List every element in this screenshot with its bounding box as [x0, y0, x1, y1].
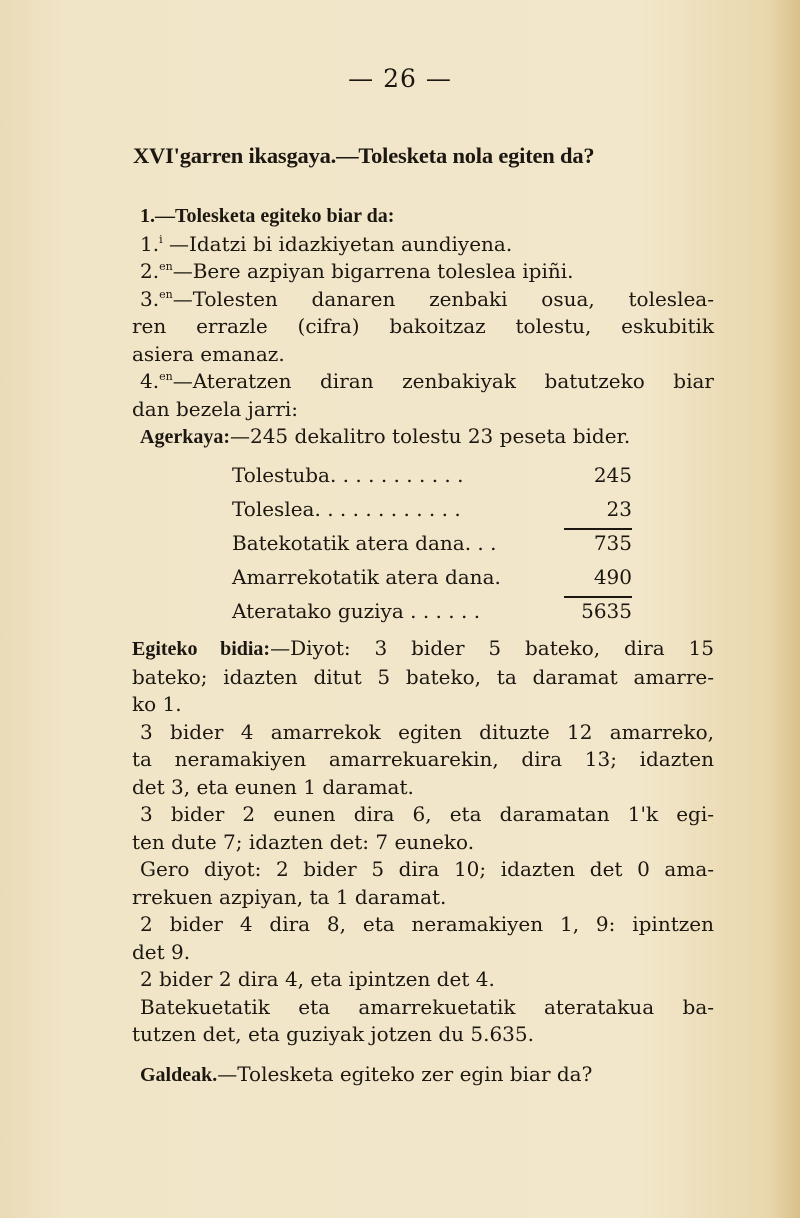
- table-row: Ateratako guziya . . . . . . 5635: [232, 599, 632, 623]
- multiplication-table: [232, 463, 632, 633]
- section-title: 1.—Tolesketa egiteko biar da:: [140, 205, 395, 227]
- table-row: Batekotatik atera dana. . . 735: [232, 531, 632, 555]
- question-line: [132, 1061, 714, 1090]
- table-row: Amarrekotatik atera dana. 490: [232, 565, 632, 599]
- step-1: 1.$^i$ —Idatzi bi idazkiyetan aundiyena.: [140, 231, 513, 256]
- explanation-line: ta neramakiyen amarrekuarekin, dira 13; idazten: [132, 747, 714, 771]
- lesson-heading: XVI'garren ikasgaya.—Tolesketa nola egiten da?: [133, 143, 595, 168]
- explanation-line: det 3, eta eunen 1 daramat.: [132, 774, 414, 799]
- explanation-line: tutzen det, eta guziyak jotzen du 5.635.: [132, 1022, 534, 1046]
- question-text: —Tolesketa egiteko zer egin biar da?: [217, 1061, 593, 1086]
- step-2: 2.$^{en}$—Bere azpiyan bigarrena toleslea ipiñi.: [140, 259, 574, 283]
- explanation-line: bateko; idazten ditut 5 bateko, ta daramat amarre-: [132, 664, 714, 689]
- step-3-line-2: ren errazle (cifra) bakoitzaz tolestu, eskubitik: [132, 314, 714, 338]
- page-number: — 26 —: [348, 64, 452, 93]
- explanation-line: 2 bider 2 dira 4, eta ipintzen det 4.: [140, 967, 495, 991]
- example-label: Agerkaya:: [140, 426, 230, 448]
- explanation-line: 3 bider 4 amarrekok egiten dituzte 12 amarreko,: [140, 719, 714, 744]
- explanation-line: Gero diyot: 2 bider 5 dira 10; idazten det 0 ama-: [140, 857, 714, 881]
- step-4: 4.$^{en}$—Ateratzen diran zenbakiyak batutzeko biar: [140, 369, 714, 393]
- explanation-line: rrekuen azpiyan, ta 1 daramat.: [132, 884, 447, 909]
- explanation-label: Egiteko bidia:: [132, 638, 271, 660]
- explanation-line: det 9.: [132, 939, 191, 964]
- example-text: —245 dekalitro tolestu 23 peseta bider.: [229, 424, 631, 448]
- explanation-section: [132, 635, 714, 1089]
- sum-rule: [564, 528, 632, 530]
- question-label: Galdeak.: [140, 1063, 218, 1086]
- explanation-line: ko 1.: [132, 692, 182, 716]
- table-row: Toleslea. . . . . . . . . . . . 23: [232, 497, 632, 531]
- explanation-line: ten dute 7; idazten det: 7 euneko.: [132, 829, 475, 854]
- sum-rule: [564, 596, 632, 598]
- example-line: [132, 423, 714, 452]
- table-row: Tolestuba. . . . . . . . . . . 245: [232, 463, 632, 487]
- explanation-line: 2 bider 4 dira 8, eta neramakiyen 1, 9: ipintzen: [140, 912, 714, 936]
- explanation-line: 3 bider 2 eunen dira 6, eta daramatan 1'k egi-: [140, 802, 714, 826]
- step-4-line-2: dan bezela jarri:: [132, 396, 299, 421]
- explanation-line: Batekuetatik eta amarrekuetatik ateratakua ba-: [140, 994, 714, 1019]
- explanation-line: Egiteko bidia:—Diyot: 3 bider 5 bateko, dira 15: [132, 636, 715, 660]
- step-3-line-3: asiera emanaz.: [132, 341, 285, 366]
- step-3: 3.$^{en}$—Tolesten danaren zenbaki osua, toleslea-: [140, 286, 714, 311]
- rules-section: [132, 202, 714, 452]
